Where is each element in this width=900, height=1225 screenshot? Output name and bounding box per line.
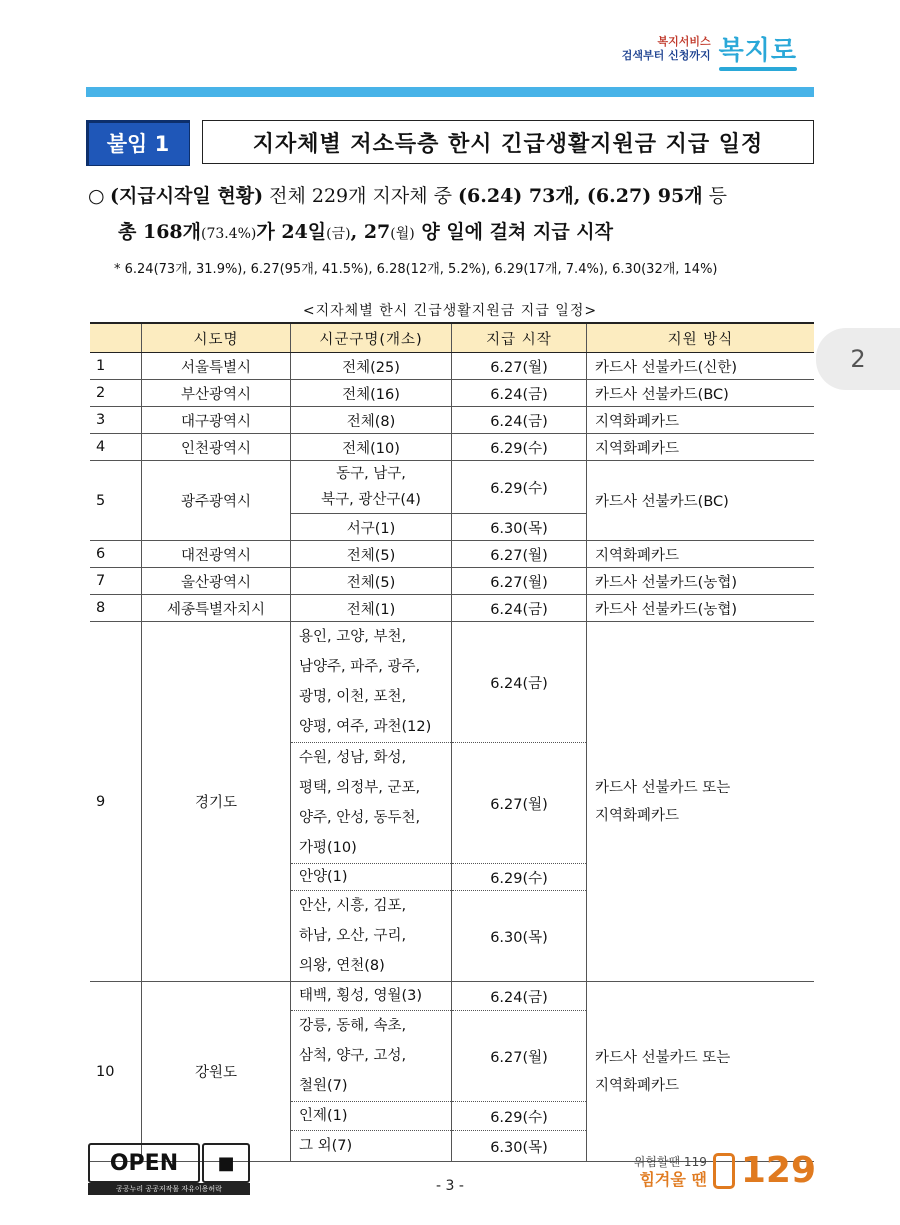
cell-method: 지역화폐카드 xyxy=(587,407,815,434)
table-row xyxy=(90,982,814,1011)
table-row xyxy=(90,622,814,743)
cell-sigun xyxy=(291,891,452,982)
cell-date: 6.27(월) xyxy=(452,743,587,864)
cell-sido: 경기도 xyxy=(142,622,291,982)
summary-paragraph xyxy=(88,178,818,252)
schedule-table xyxy=(90,322,814,1162)
cell-no: 3 xyxy=(90,407,142,434)
cell-sido: 인천광역시 xyxy=(142,434,291,461)
cell-date: 6.24(금) xyxy=(452,380,587,407)
sigun-line: 양주, 안성, 동두천, xyxy=(299,810,421,826)
cell-method: 카드사 선불카드(농협) xyxy=(587,568,815,595)
summary-text: , 27 xyxy=(350,221,391,243)
table-row xyxy=(90,568,814,595)
sigun-line: 남양주, 파주, 광주, xyxy=(299,659,421,675)
cell-date: 6.24(금) xyxy=(452,407,587,434)
table-caption: <지자체별 한시 긴급생활지원금 지급 일정> xyxy=(302,303,598,319)
cell-date: 6.30(목) xyxy=(452,514,587,541)
summary-text: (6.24) 73개, (6.27) 95개 xyxy=(458,185,703,207)
cell-sido: 울산광역시 xyxy=(142,568,291,595)
phone-icon xyxy=(713,1153,735,1189)
summary-text: (월) xyxy=(390,226,415,242)
summary-text: (지급시작일 현황) xyxy=(110,185,264,207)
cell-method: 카드사 선불카드(신한) xyxy=(587,353,815,380)
cell-date: 6.27(월) xyxy=(452,1011,587,1102)
cell-sido: 강원도 xyxy=(142,982,291,1162)
cell-sigun: 전체(10) xyxy=(291,434,452,461)
logo-mark: 복지로 xyxy=(719,30,797,67)
cell-sido: 광주광역시 xyxy=(142,461,291,541)
method-line: 카드사 선불카드 또는 xyxy=(595,779,731,796)
title-row xyxy=(86,120,814,166)
cell-no: 4 xyxy=(90,434,142,461)
attribution-icon: ■ xyxy=(202,1143,250,1183)
cell-method: 카드사 선불카드(농협) xyxy=(587,595,815,622)
hotline-text xyxy=(634,1153,707,1189)
cell-sido: 대전광역시 xyxy=(142,541,291,568)
sigun-line: 양평, 여주, 과천(12) xyxy=(299,719,432,735)
cell-sigun xyxy=(291,1131,452,1162)
table-row xyxy=(90,461,814,514)
page-number: - 3 - xyxy=(436,1178,464,1194)
table-row xyxy=(90,380,814,407)
sigun-line: 의왕, 연천(8) xyxy=(299,958,385,974)
table-header-row xyxy=(90,323,814,353)
sigun-line: 그 외(7) xyxy=(299,1138,353,1154)
logo-line1: 복지서비스 xyxy=(657,34,711,48)
summary-text: (73.4%) xyxy=(200,226,257,242)
cell-date: 6.27(월) xyxy=(452,541,587,568)
hotline-big: 힘겨울 땐 xyxy=(639,1169,707,1189)
cell-sido: 부산광역시 xyxy=(142,380,291,407)
cell-date: 6.24(금) xyxy=(452,982,587,1011)
cell-sigun: 전체(25) xyxy=(291,353,452,380)
summary-text: 양 일에 걸쳐 지급 시작 xyxy=(414,221,613,243)
method-line: 지역화폐카드 xyxy=(595,807,680,824)
cell-method: 지역화폐카드 xyxy=(587,541,815,568)
sigun-line: 하남, 오산, 구리, xyxy=(299,928,407,944)
cell-sigun xyxy=(291,1011,452,1102)
header-cell: 지원 방식 xyxy=(587,323,815,353)
cell-sigun xyxy=(291,982,452,1011)
sigun-line: 철원(7) xyxy=(299,1078,348,1094)
cell-date: 6.24(금) xyxy=(452,622,587,743)
sigun-line: 광명, 이천, 포천, xyxy=(299,689,407,705)
open-label: OPEN xyxy=(88,1143,200,1183)
cell-no: 7 xyxy=(90,568,142,595)
bokjiro-logo xyxy=(622,30,797,67)
logo-tagline xyxy=(622,35,711,63)
sigun-line: 삼척, 양구, 고성, xyxy=(299,1048,407,1064)
page-side-tab[interactable]: 2 xyxy=(816,328,900,390)
cell-date: 6.30(목) xyxy=(452,1131,587,1162)
header-cell: 시도명 xyxy=(142,323,291,353)
cell-date: 6.27(월) xyxy=(452,568,587,595)
cell-method: 지역화폐카드 xyxy=(587,434,815,461)
cell-date: 6.29(수) xyxy=(452,461,587,514)
cell-sido: 대구광역시 xyxy=(142,407,291,434)
cell-sigun: 전체(8) xyxy=(291,407,452,434)
summary-text: (금) xyxy=(326,226,351,242)
bullet-icon: ○ xyxy=(88,185,105,207)
summary-line2 xyxy=(88,214,818,252)
cell-date: 6.29(수) xyxy=(452,1102,587,1131)
cell-method xyxy=(587,622,815,982)
sigun-line: 태백, 횡성, 영월(3) xyxy=(299,988,423,1004)
cell-sigun xyxy=(291,864,452,891)
cell-date: 6.24(금) xyxy=(452,595,587,622)
table-row xyxy=(90,407,814,434)
cell-no: 10 xyxy=(90,982,142,1162)
open-strip: 공공누리 공공저작물 자유이용허락 xyxy=(88,1183,250,1195)
cell-date: 6.30(목) xyxy=(452,891,587,982)
summary-text: 총 168개 xyxy=(118,221,201,243)
table-row xyxy=(90,541,814,568)
cell-sigun: 전체(5) xyxy=(291,568,452,595)
cell-no: 9 xyxy=(90,622,142,982)
sigun-line: 강릉, 동해, 속초, xyxy=(299,1018,407,1034)
cell-no: 5 xyxy=(90,461,142,541)
cell-date: 6.29(수) xyxy=(452,434,587,461)
header-divider xyxy=(86,87,814,97)
cell-sigun xyxy=(291,743,452,864)
cell-method: 카드사 선불카드(BC) xyxy=(587,380,815,407)
page-title: 지자체별 저소득층 한시 긴급생활지원금 지급 일정 xyxy=(202,120,814,164)
sigun-line: 안양(1) xyxy=(299,869,348,885)
cell-sigun: 전체(5) xyxy=(291,541,452,568)
table-row xyxy=(90,353,814,380)
cell-method xyxy=(587,982,815,1162)
cell-sigun xyxy=(291,1102,452,1131)
header-cell: 지급 시작 xyxy=(452,323,587,353)
cell-sigun xyxy=(291,461,452,514)
summary-text: 가 24일 xyxy=(256,221,327,243)
sigun-line: 동구, 남구, xyxy=(336,466,406,482)
table-row xyxy=(90,595,814,622)
summary-text: 등 xyxy=(702,185,727,207)
table-row xyxy=(90,434,814,461)
cell-sigun xyxy=(291,622,452,743)
sigun-line: 평택, 의정부, 군포, xyxy=(299,780,421,796)
logo-line2: 검색부터 신청까지 xyxy=(621,48,711,62)
cell-sido: 서울특별시 xyxy=(142,353,291,380)
cell-sido: 세종특별자치시 xyxy=(142,595,291,622)
sigun-line: 안산, 시흥, 김포, xyxy=(299,898,407,914)
cell-sigun: 서구(1) xyxy=(291,514,452,541)
header-cell xyxy=(90,323,142,353)
sigun-line: 인제(1) xyxy=(299,1108,348,1124)
summary-text: 전체 229개 지자체 중 xyxy=(263,185,459,207)
sigun-line: 가평(10) xyxy=(299,840,357,856)
cell-date: 6.29(수) xyxy=(452,864,587,891)
sigun-line: 북구, 광산구(4) xyxy=(321,492,421,508)
cell-no: 6 xyxy=(90,541,142,568)
summary-line1 xyxy=(88,178,818,214)
cell-sigun: 전체(1) xyxy=(291,595,452,622)
method-line: 카드사 선불카드 또는 xyxy=(595,1049,731,1066)
cell-method: 카드사 선불카드(BC) xyxy=(587,461,815,541)
hotline-number: 129 xyxy=(740,1150,816,1191)
header-cell: 시군구명(개소) xyxy=(291,323,452,353)
hotline-129-logo xyxy=(634,1150,816,1191)
cell-sigun: 전체(16) xyxy=(291,380,452,407)
method-line: 지역화폐카드 xyxy=(595,1077,680,1094)
cell-no: 8 xyxy=(90,595,142,622)
attachment-tag: 붙임 1 xyxy=(86,120,190,166)
hotline-small: 위험할땐 119 xyxy=(633,1154,707,1169)
cell-date: 6.27(월) xyxy=(452,353,587,380)
cell-no: 2 xyxy=(90,380,142,407)
sigun-line: 수원, 성남, 화성, xyxy=(299,750,407,766)
cell-no: 1 xyxy=(90,353,142,380)
summary-note: * 6.24(73개, 31.9%), 6.27(95개, 41.5%), 6.28(12개, 5.2%), 6.29(17개, 7.4%), 6.30(32개, 14%) xyxy=(114,262,718,277)
sigun-line: 용인, 고양, 부천, xyxy=(299,629,407,645)
